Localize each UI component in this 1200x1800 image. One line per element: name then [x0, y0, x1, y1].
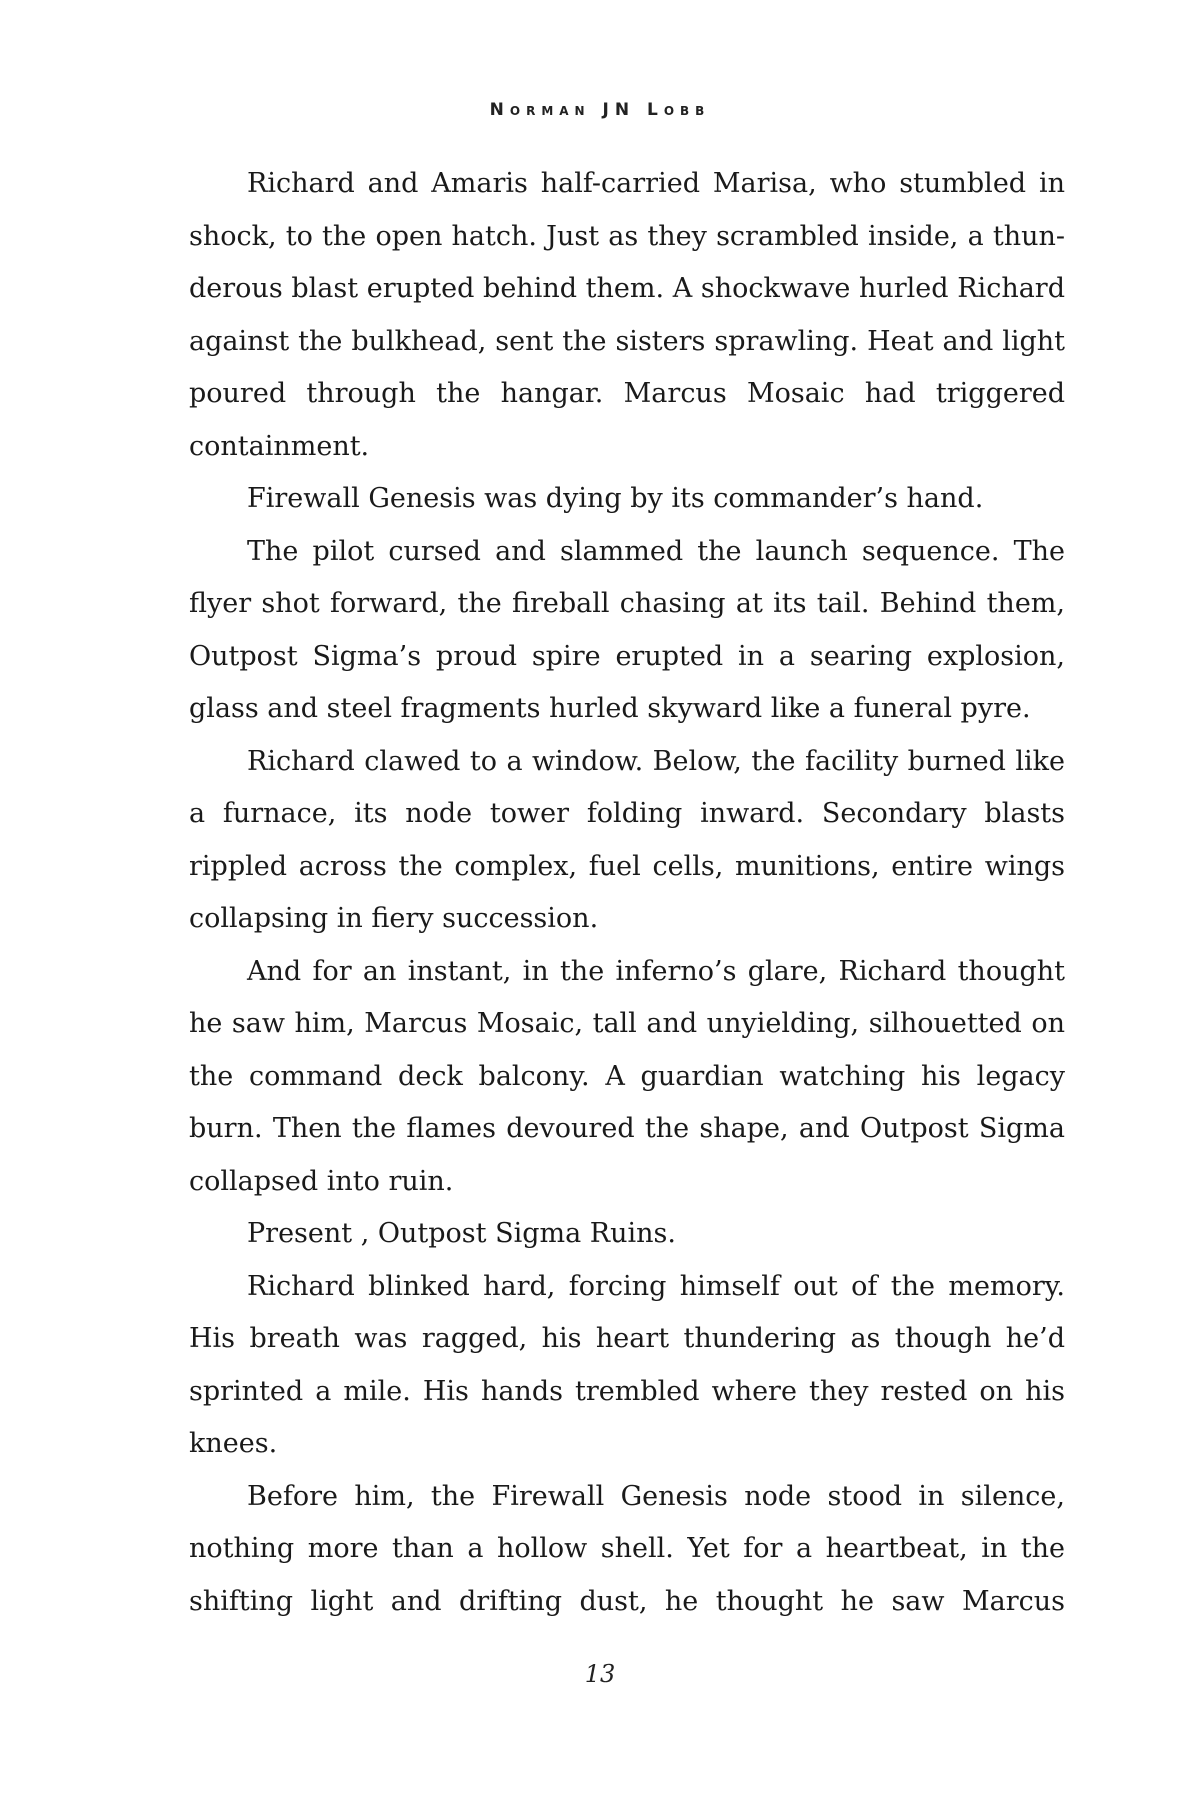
paragraph: Richard and Amaris half-carried Marisa, who stumbled in shock, to the open hatch. Just as they scrambled inside, a thunderous blast erupted behind them. A shockwave hurled Richard against the bulkhead, sent the sisters sprawling. Heat and light poured through the hangar. Marcus Mosaic had triggered containment.	[189, 168, 1065, 462]
paragraph: The pilot cursed and slammed the launch sequence. The flyer shot forward, the fireball chasing at its tail. Behind them, Outpost Sigma’s proud spire erupted in a searing explosion, glass and steel fragments hurled skyward like a funeral pyre.	[189, 535, 1065, 724]
body-text	[189, 158, 1065, 1628]
paragraph: Firewall Genesis was dying by its commander’s hand.	[247, 483, 984, 514]
paragraph: Before him, the Firewall Genesis node stood in silence, nothing more than a hollow shell. Yet for a heartbeat, in the shifting light and drifting dust, he thought he saw Marcus	[189, 1480, 1065, 1617]
paragraph: And for an instant, in the inferno’s glare, Richard thought he saw him, Marcus Mosaic, tall and unyielding, silhouetted on the command deck balcony. A guardian watching his legacy burn. Then the flames devoured the shape, and Outpost Sigma collapsed into ruin.	[189, 955, 1065, 1197]
paragraph: Richard blinked hard, forcing himself out of the memory. His breath was ragged, his heart thundering as though he’d sprinted a mile. His hands trembled where they rested on his knees.	[189, 1270, 1065, 1459]
running-head: Norman JN Lobb	[489, 100, 711, 120]
page-number: 13	[584, 1660, 616, 1688]
paragraph: Present , Outpost Sigma Ruins.	[247, 1218, 676, 1249]
paragraph: Richard clawed to a window. Below, the facility burned like a furnace, its node tower folding inward. Secondary blasts rippled across the complex, fuel cells, munitions, entire wings collapsing in fiery succession.	[189, 745, 1065, 934]
